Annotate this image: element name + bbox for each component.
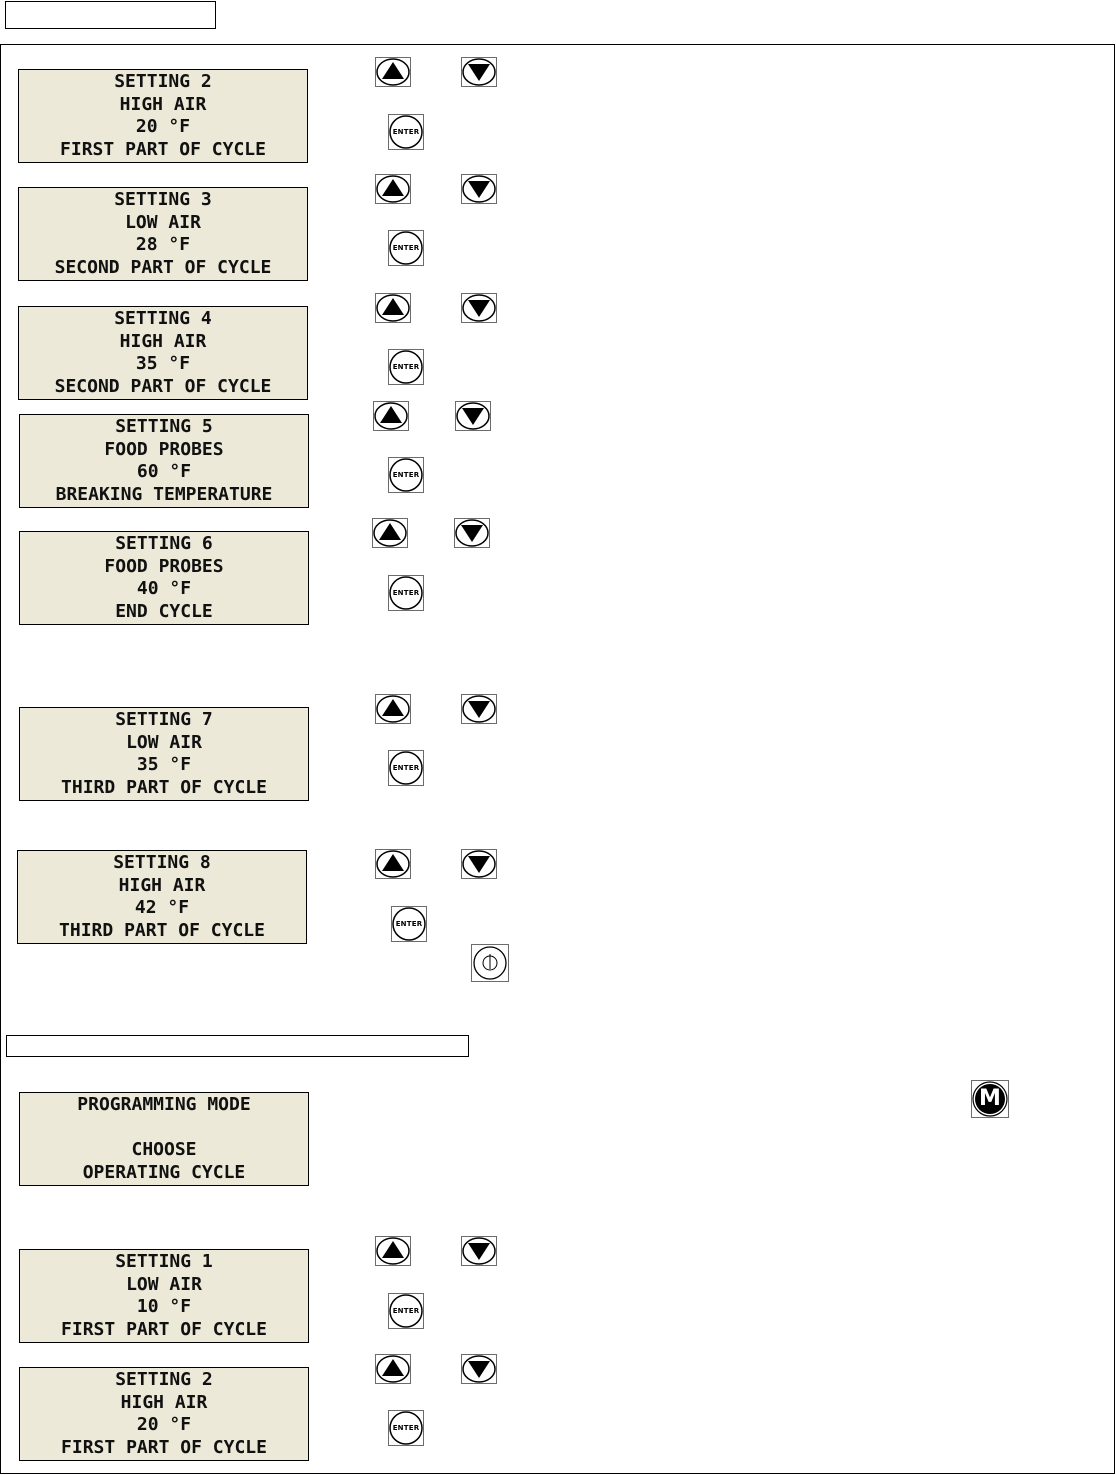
down-button[interactable]: [461, 293, 497, 323]
enter-button[interactable]: [388, 457, 424, 493]
enter-button[interactable]: [388, 349, 424, 385]
lcd-line: SECOND PART OF CYCLE: [54, 375, 272, 397]
down-arrow-icon: [462, 175, 496, 203]
down-button[interactable]: [461, 1236, 497, 1266]
up-arrow-icon: [376, 1355, 410, 1383]
enter-label: ENTER: [395, 920, 423, 928]
up-arrow-icon: [376, 850, 410, 878]
up-arrow-icon: [376, 1237, 410, 1265]
down-arrow-icon: [462, 850, 496, 878]
up-arrow-icon: [373, 519, 407, 547]
up-arrow-icon: [376, 175, 410, 203]
lcd-line: SETTING 4: [114, 308, 212, 329]
lcd-line: 20 °F: [136, 1414, 192, 1436]
lcd-line: END CYCLE: [115, 600, 213, 622]
enter-label: ENTER: [392, 128, 420, 136]
lcd-line: LOW AIR: [126, 1273, 202, 1295]
lcd-line: SETTING 2: [114, 71, 212, 92]
lcd-display-setting-3: [18, 187, 308, 281]
lcd-display-setting-2: [18, 69, 308, 163]
lcd-line: SETTING 3: [114, 189, 212, 210]
lcd-line: 10 °F: [136, 1296, 192, 1318]
lcd-line: 42 °F: [134, 897, 190, 919]
menu-button[interactable]: [971, 1080, 1009, 1118]
enter-button[interactable]: [388, 114, 424, 150]
up-button[interactable]: [375, 293, 411, 323]
lcd-line: CHOOSE: [131, 1139, 197, 1161]
power-button[interactable]: [471, 944, 509, 982]
lcd-line: SECOND PART OF CYCLE: [54, 256, 272, 278]
lcd-line: HIGH AIR: [120, 1391, 208, 1413]
lcd-line: [20, 1117, 308, 1140]
lcd-line: SETTING 5: [115, 416, 213, 437]
down-arrow-icon: [462, 294, 496, 322]
lcd-line: 20 °F: [135, 116, 191, 138]
lcd-display-setting-1: [19, 1249, 309, 1343]
lcd-line: FIRST PART OF CYCLE: [61, 1318, 267, 1340]
lcd-line: SETTING 2: [115, 1369, 213, 1390]
up-arrow-icon: [374, 402, 408, 430]
down-arrow-icon: [462, 58, 496, 86]
lcd-line: SETTING 1: [115, 1251, 213, 1272]
down-button[interactable]: [455, 401, 491, 431]
lcd-line: SETTING 8: [113, 852, 211, 873]
lcd-line: 60 °F: [136, 461, 192, 483]
enter-label: ENTER: [392, 471, 420, 479]
enter-button[interactable]: [388, 230, 424, 266]
lcd-display-setting-8: [17, 850, 307, 944]
header-label-box: [5, 1, 216, 29]
down-button[interactable]: [461, 57, 497, 87]
lcd-line: LOW AIR: [125, 211, 201, 233]
enter-button[interactable]: [388, 1410, 424, 1446]
down-arrow-icon: [462, 695, 496, 723]
enter-button[interactable]: [388, 750, 424, 786]
enter-label: ENTER: [392, 244, 420, 252]
down-arrow-icon: [456, 402, 490, 430]
enter-label: ENTER: [392, 363, 420, 371]
lcd-line: SETTING 7: [115, 709, 213, 730]
lcd-line: PROGRAMMING MODE: [77, 1094, 251, 1115]
lcd-line: LOW AIR: [126, 731, 202, 753]
lcd-line: BREAKING TEMPERATURE: [55, 483, 273, 505]
lcd-display-setting-4: [18, 306, 308, 400]
lcd-line: 28 °F: [135, 234, 191, 256]
lcd-line: THIRD PART OF CYCLE: [61, 776, 267, 798]
up-button[interactable]: [372, 518, 408, 548]
lcd-line: FIRST PART OF CYCLE: [61, 1436, 267, 1458]
lcd-line: HIGH AIR: [119, 330, 207, 352]
up-button[interactable]: [375, 1354, 411, 1384]
enter-label: ENTER: [392, 1307, 420, 1315]
down-button[interactable]: [454, 518, 490, 548]
lcd-line: THIRD PART OF CYCLE: [59, 919, 265, 941]
enter-button[interactable]: [388, 575, 424, 611]
up-button[interactable]: [375, 849, 411, 879]
enter-label: ENTER: [392, 1424, 420, 1432]
up-arrow-icon: [376, 58, 410, 86]
lcd-line: 40 °F: [136, 578, 192, 600]
up-button[interactable]: [375, 57, 411, 87]
lcd-display-setting-5: [19, 414, 309, 508]
lcd-display-setting-6: [19, 531, 309, 625]
enter-button[interactable]: [388, 1293, 424, 1329]
up-button[interactable]: [375, 694, 411, 724]
lcd-line: FOOD PROBES: [104, 438, 224, 460]
down-button[interactable]: [461, 1354, 497, 1384]
enter-label: ENTER: [392, 589, 420, 597]
down-button[interactable]: [461, 694, 497, 724]
down-arrow-icon: [462, 1237, 496, 1265]
up-button[interactable]: [373, 401, 409, 431]
section-label-box: [6, 1035, 469, 1057]
enter-button[interactable]: [391, 906, 427, 942]
up-button[interactable]: [375, 1236, 411, 1266]
lcd-line: HIGH AIR: [118, 874, 206, 896]
lcd-line: SETTING 6: [115, 533, 213, 554]
power-icon: [472, 945, 508, 981]
down-arrow-icon: [462, 1355, 496, 1383]
lcd-line: 35 °F: [136, 754, 192, 776]
down-button[interactable]: [461, 174, 497, 204]
menu-label: M: [979, 1086, 1001, 1111]
up-arrow-icon: [376, 294, 410, 322]
lcd-line: 35 °F: [135, 353, 191, 375]
enter-label: ENTER: [392, 764, 420, 772]
lcd-line: FIRST PART OF CYCLE: [60, 138, 266, 160]
lcd-line: HIGH AIR: [119, 93, 207, 115]
up-button[interactable]: [375, 174, 411, 204]
lcd-line: FOOD PROBES: [104, 555, 224, 577]
down-button[interactable]: [461, 849, 497, 879]
up-arrow-icon: [376, 695, 410, 723]
lcd-display-setting-7: [19, 707, 309, 801]
lcd-line: OPERATING CYCLE: [82, 1161, 246, 1183]
lcd-display-programming-mode: [19, 1092, 309, 1186]
lcd-display-setting-2-repeat: [19, 1367, 309, 1461]
down-arrow-icon: [455, 519, 489, 547]
